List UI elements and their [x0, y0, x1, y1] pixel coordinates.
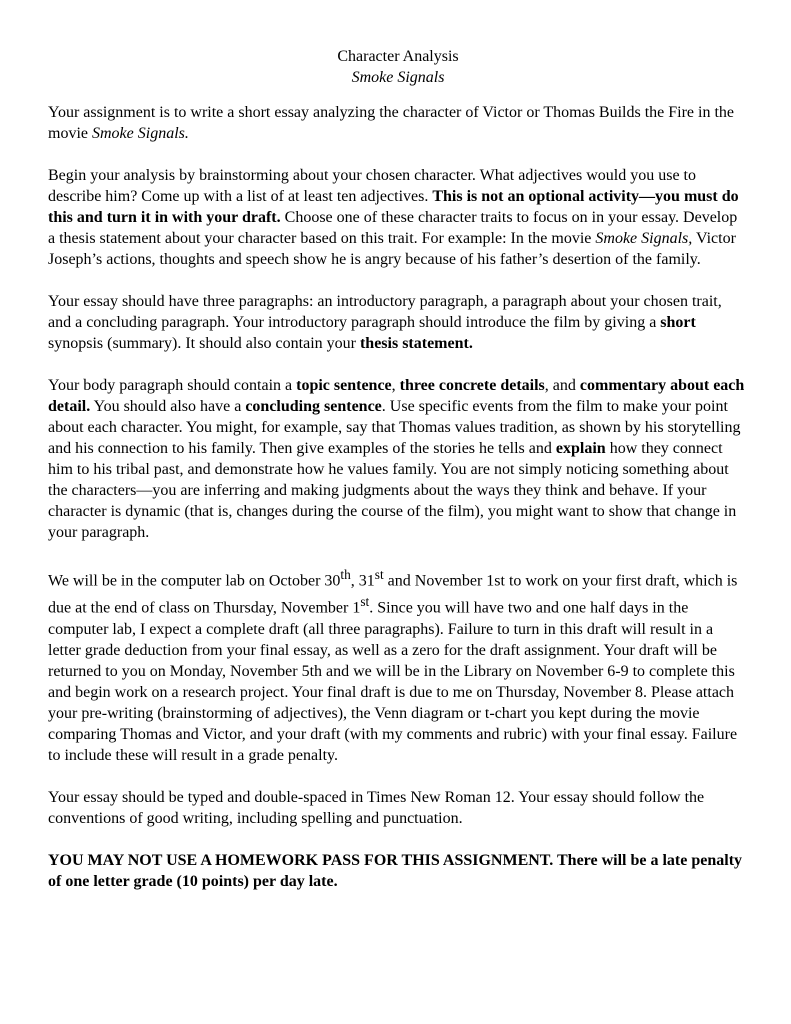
paragraph-penalty-notice — [48, 850, 748, 892]
text-run: . Use specific events from the film to make your point about each character. You might, for example, say that Thomas values tradition, as shown by his storytelling and his connection to his family. Then give examples of the stories he tells and — [48, 398, 741, 457]
paragraph-brainstorm — [48, 165, 748, 270]
text-run: Your essay should have three paragraphs: an introductory paragraph, a paragraph about your chosen trait, and a concluding paragraph. Your introductory paragraph should introduce the film by giving a — [48, 293, 722, 331]
bold-run: explain — [555, 440, 606, 457]
italic-run: Smoke Signals. — [92, 125, 189, 142]
document-page — [48, 46, 748, 913]
text-run: , and — [544, 377, 580, 394]
paragraph-body — [48, 375, 748, 543]
document-title: Character Analysis — [337, 48, 459, 65]
superscript: st — [360, 594, 370, 610]
text-run: Victor Joseph’s actions, thoughts and speech show he is angry because of his father’s desertion of the family. — [48, 230, 736, 268]
bold-run: concluding sentence — [245, 398, 382, 415]
superscript: th — [340, 567, 351, 582]
text-run: and November 1st to work on your first draft, which is due at the end of class on Thursday, November 1 — [48, 572, 738, 617]
bold-run: three concrete details — [399, 377, 545, 394]
subtitle-italic: Smoke Signals — [351, 69, 445, 86]
italic-run: Smoke Signals, — [595, 230, 693, 247]
document-subtitle — [48, 67, 748, 88]
text-run: Your essay should be typed and double-spaced in Times New Roman 12. Your essay should follow the conventions of good writing, including spelling and punctuation. — [48, 788, 705, 827]
bold-run: This is not an optional activity—you must do this and turn it in with your draft. — [48, 188, 739, 226]
paragraph-structure — [48, 291, 748, 354]
bold-run: commentary about each detail. — [48, 377, 745, 415]
bold-run: short — [660, 314, 696, 331]
paragraph-formatting — [48, 787, 748, 829]
text-run: Begin your analysis by brainstorming about your chosen character. What adjectives would you use to describe him? Come up with a list of at least ten adjectives. — [48, 167, 696, 205]
text-run: Your body paragraph should contain a — [48, 377, 297, 394]
bold-run: thesis statement. — [359, 335, 473, 352]
paragraph-schedule — [48, 564, 748, 766]
text-run: , — [391, 377, 400, 394]
superscript: st — [374, 567, 384, 582]
text-run: You should also have a — [90, 398, 246, 415]
text-run: how they connect him to his tribal past, and demonstrate how he values family. You are not simply noticing something about the characters—you are inferring and making judgments about the ways they think and behave. If your character is dynamic (that is, changes during the course of the film), you might want to show that change in your paragraph. — [48, 440, 737, 541]
text-run: , 31 — [350, 572, 375, 590]
title-block — [48, 46, 748, 88]
text-run: We will be in the computer lab on October 30 — [48, 572, 341, 590]
paragraph-assignment — [48, 102, 748, 144]
bold-run: topic sentence — [296, 377, 392, 394]
text-run: . Since you will have two and one half days in the computer lab, I expect a complete draft (all three paragraphs). Failure to turn in this draft will result in a letter grade deduction from your final essay, as well as a zero for the draft assignment. Your draft will be returned to you on Monday, November 5th and we will be in the Library on November 6-9 to complete this and begin work on a research project. Your final draft is due to me on Thursday, November 8. Please attach your pre-writing (brainstorming of adjectives), the Venn diagram or t-chart you kept during the movie comparing Thomas and Victor, and your draft (with my comments and rubric) with your final essay. Failure to include these will result in a grade penalty. — [48, 599, 738, 764]
text-run: Choose one of these character traits to focus on in your essay. Develop a thesis statement about your character based on this trait. For example: In the movie — [48, 209, 738, 247]
text-run: synopsis (summary). It should also contain your — [48, 335, 360, 352]
text-run: Your assignment is to write a short essay analyzing the character of Victor or Thomas Builds the Fire in the movie — [48, 104, 735, 142]
text-run: YOU MAY NOT USE A HOMEWORK PASS FOR THIS ASSIGNMENT. There will be a late penalty of one letter grade (10 points) per day late. — [48, 851, 743, 890]
